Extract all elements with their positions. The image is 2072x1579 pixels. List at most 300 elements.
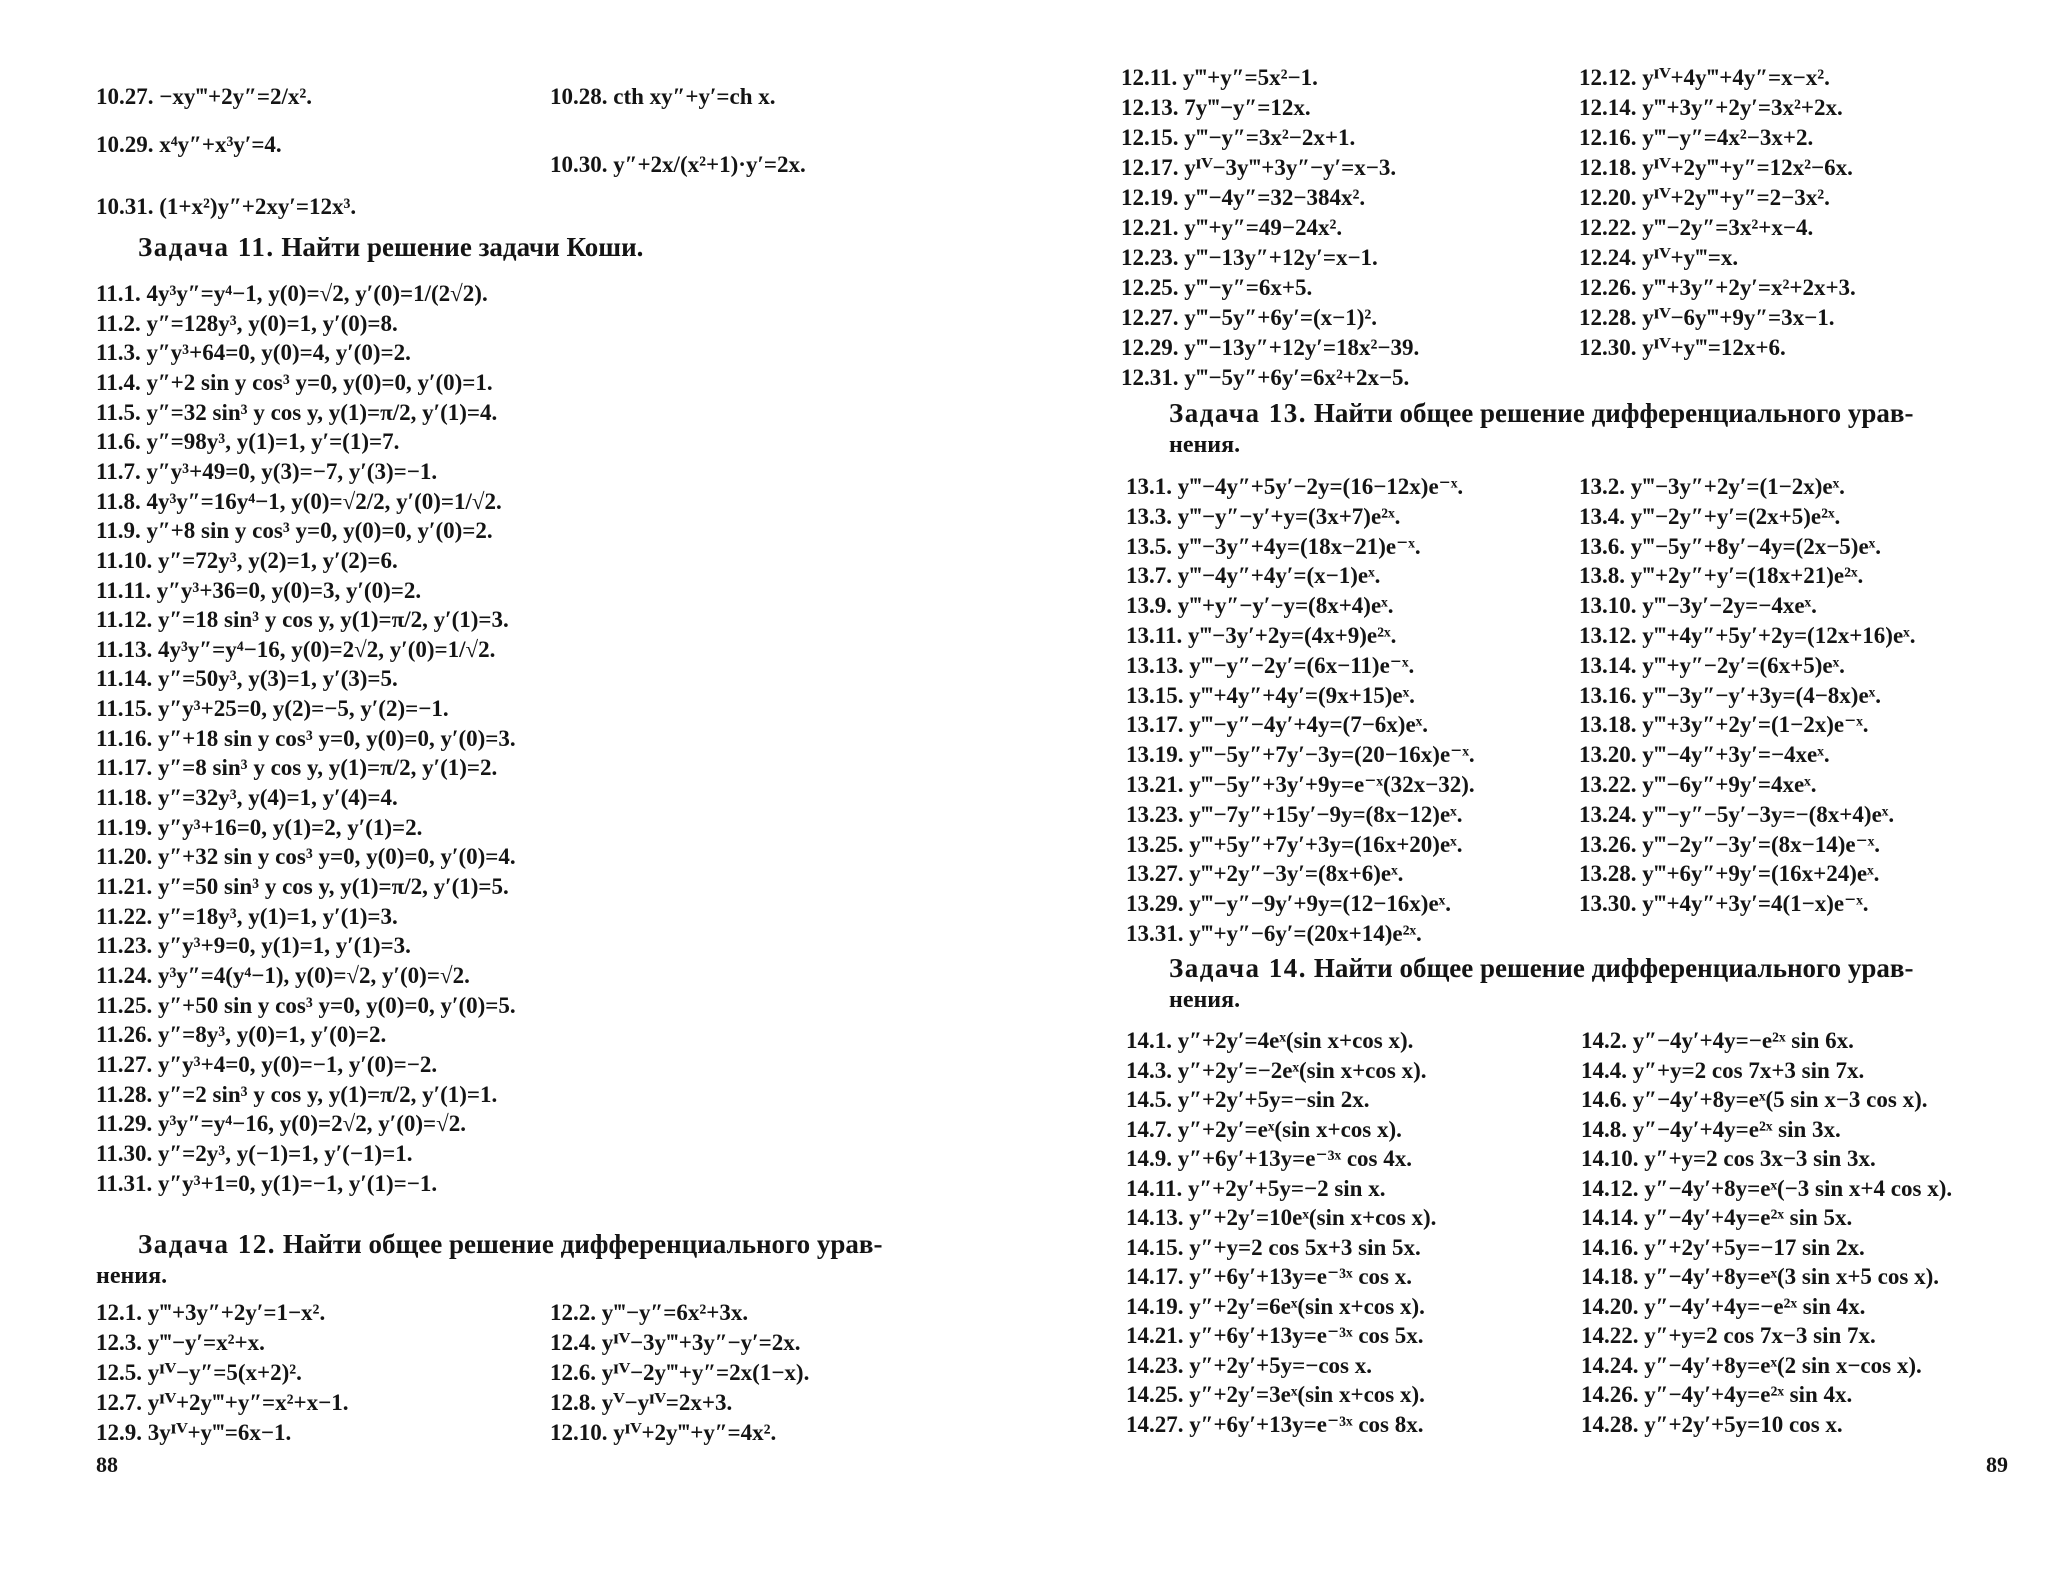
problem-equation: y″y³+36=0, y(0)=3, y′(0)=2. xyxy=(156,577,422,603)
task12-text-line1: Найти общее решение дифференциального урав- xyxy=(282,1229,883,1259)
problem-equation: 4y³y″=y⁴−16, y(0)=2√2, y′(0)=1/√2. xyxy=(157,636,496,662)
problem-13 xyxy=(1579,740,1830,769)
problem-equation: y‴−3y′−2y=−4xeˣ. xyxy=(1642,593,1817,619)
problem-13 xyxy=(1126,889,1451,918)
problem-13 xyxy=(1126,830,1463,859)
problem-number: 13.15. xyxy=(1126,682,1184,708)
problem-number: 12.8. xyxy=(550,1390,596,1415)
problem-10 xyxy=(96,130,282,159)
problem-number: 12.4. xyxy=(550,1330,596,1355)
problem-12 xyxy=(1579,273,1856,302)
problem-13 xyxy=(1579,502,1840,531)
problem-13 xyxy=(1126,561,1380,590)
problem-number: 12.24. xyxy=(1579,245,1637,270)
problem-equation: yⱽ−yᴵⱽ=2x+3. xyxy=(601,1390,733,1415)
problem-equation: y″+2y′+5y=−cos x. xyxy=(1189,1352,1373,1378)
problem-equation: y‴+4y″+4y′=(9x+15)eˣ. xyxy=(1189,682,1415,708)
problem-equation: y″+2y′+5y=−2 sin x. xyxy=(1187,1175,1386,1201)
problem-number: 14.21. xyxy=(1126,1323,1184,1348)
problem-10 xyxy=(96,192,356,221)
problem-number: 11.24. xyxy=(96,962,153,988)
problem-12 xyxy=(1121,183,1365,212)
problem-number: 13.9. xyxy=(1126,593,1172,619)
problem-equation: −xy‴+2y″=2/x². xyxy=(159,84,313,109)
problem-13 xyxy=(1126,919,1422,948)
problem-number: 14.24. xyxy=(1581,1352,1639,1378)
problem-13 xyxy=(1579,889,1869,918)
problem-equation: y‴−3y′+2y=(4x+9)e²ˣ. xyxy=(1187,623,1397,648)
problem-14 xyxy=(1581,1262,1939,1291)
problem-11 xyxy=(96,1169,437,1198)
problem-equation: y″+6y′+13y=e⁻³ˣ cos x. xyxy=(1189,1264,1412,1289)
problem-equation: y″y³+25=0, y(2)=−5, y′(2)=−1. xyxy=(157,696,449,722)
problem-13 xyxy=(1579,681,1881,710)
problem-number: 14.9. xyxy=(1126,1146,1172,1171)
problem-11 xyxy=(96,635,495,664)
problem-12 xyxy=(1121,303,1377,332)
problem-number: 11.12. xyxy=(96,607,153,633)
problem-number: 14.3. xyxy=(1126,1057,1172,1083)
problem-number: 10.31. xyxy=(96,194,154,219)
problem-11 xyxy=(96,1050,437,1079)
problem-equation: y″=72y³, y(2)=1, y′(2)=6. xyxy=(157,547,398,573)
problem-number: 12.1. xyxy=(96,1300,142,1325)
problem-number: 11.26. xyxy=(96,1022,153,1048)
problem-11 xyxy=(96,546,398,575)
problem-number: 12.7. xyxy=(96,1390,142,1415)
task12-text-line2: нения. xyxy=(96,1263,168,1289)
problem-equation: y‴+y″=5x²−1. xyxy=(1182,65,1318,90)
problem-11 xyxy=(96,1109,466,1138)
problem-13 xyxy=(1126,502,1400,531)
problem-number: 13.5. xyxy=(1126,533,1172,559)
problem-number: 13.29. xyxy=(1126,891,1184,917)
problem-equation: y″−4y′+8y=eˣ(−3 sin x+4 cos x). xyxy=(1644,1175,1953,1201)
problem-equation: y″+2y′=4eˣ(sin x+cos x). xyxy=(1177,1028,1414,1053)
problem-equation: y‴−13y″+12y′=x−1. xyxy=(1184,245,1378,270)
problem-14 xyxy=(1581,1351,1922,1380)
task14-text-line2: нения. xyxy=(1169,987,1241,1013)
problem-number: 11.11. xyxy=(96,577,151,603)
problem-11 xyxy=(96,427,399,456)
problem-equation: y″y³+1=0, y(1)=−1, y′(1)=−1. xyxy=(157,1170,438,1196)
problem-equation: y‴−2y″+y′=(2x+5)e²ˣ. xyxy=(1630,503,1841,529)
problem-equation: 7y‴−y″=12x. xyxy=(1184,95,1311,120)
problem-equation: y″−4y′+8y=eˣ(5 sin x−3 cos x). xyxy=(1632,1087,1928,1112)
problem-equation: y‴−5y″+8y′−4y=(2x−5)eˣ. xyxy=(1630,533,1882,559)
problem-equation: y‴−6y″+9y′=4xeˣ. xyxy=(1642,772,1817,797)
problem-number: 11.1. xyxy=(96,281,141,306)
problem-12 xyxy=(1121,123,1355,152)
problem-13 xyxy=(1126,770,1475,799)
problem-equation: y‴−3y″+2y′=(1−2x)eˣ. xyxy=(1630,474,1845,499)
problem-number: 12.25. xyxy=(1121,275,1179,300)
problem-number: 13.25. xyxy=(1126,831,1184,857)
right-page xyxy=(1036,0,2072,1579)
problem-14 xyxy=(1126,1203,1436,1232)
problem-number: 12.27. xyxy=(1121,305,1179,330)
problem-13 xyxy=(1126,710,1428,739)
problem-number: 11.28. xyxy=(96,1081,153,1107)
problem-equation: y‴+5y″+7y′+3y=(16x+20)eˣ. xyxy=(1189,831,1463,857)
problem-equation: y″+32 sin y cos³ y=0, y(0)=0, y′(0)=4. xyxy=(157,844,516,870)
problem-equation: y‴+y″−6y′=(20x+14)e²ˣ. xyxy=(1189,921,1422,946)
problem-number: 12.21. xyxy=(1121,215,1179,240)
problem-12 xyxy=(550,1418,776,1447)
problem-11 xyxy=(96,576,421,605)
problem-12 xyxy=(550,1298,748,1327)
problem-14 xyxy=(1581,1233,1865,1262)
problem-equation: y″+50 sin y cos³ y=0, y(0)=0, y′(0)=5. xyxy=(157,992,516,1018)
problem-13 xyxy=(1126,681,1415,710)
problem-number: 12.11. xyxy=(1121,65,1178,90)
problem-11 xyxy=(96,991,516,1020)
problem-number: 14.13. xyxy=(1126,1205,1184,1230)
problem-10 xyxy=(96,82,312,111)
problem-equation: y‴+y″−2y′=(6x+5)eˣ. xyxy=(1642,652,1845,678)
problem-number: 11.29. xyxy=(96,1111,153,1137)
problem-number: 12.2. xyxy=(550,1300,596,1325)
problem-number: 11.13. xyxy=(96,636,153,662)
problem-12 xyxy=(96,1358,302,1387)
problem-12 xyxy=(96,1388,349,1417)
problem-equation: 3yᴵⱽ+y‴=6x−1. xyxy=(147,1420,292,1445)
problem-14 xyxy=(1581,1085,1928,1114)
problem-equation: y‴−5y″+3y′+9y=e⁻ˣ(32x−32). xyxy=(1189,772,1475,797)
problem-number: 11.30. xyxy=(96,1140,153,1166)
problem-equation: yᴵⱽ+y‴=12x+6. xyxy=(1642,335,1786,360)
problem-12 xyxy=(1579,213,1813,242)
problem-equation: y‴+3y″+2y′=1−x². xyxy=(147,1300,326,1325)
problem-14 xyxy=(1126,1144,1412,1173)
problem-equation: yᴵⱽ−6y‴+9y″=3x−1. xyxy=(1642,305,1835,330)
problem-number: 11.23. xyxy=(96,933,153,959)
problem-number: 12.15. xyxy=(1121,125,1179,150)
problem-11 xyxy=(96,931,411,960)
problem-number: 13.31. xyxy=(1126,921,1184,946)
problem-equation: y‴+6y″+9y′=(16x+24)eˣ. xyxy=(1642,861,1880,887)
problem-equation: y″+2y′+5y=−sin 2x. xyxy=(1177,1087,1370,1112)
problem-12 xyxy=(1121,243,1378,272)
problem-equation: y″−4y′+8y=eˣ(2 sin x−cos x). xyxy=(1644,1352,1922,1378)
problem-12 xyxy=(96,1298,325,1327)
problem-number: 11.10. xyxy=(96,547,153,573)
problem-12 xyxy=(1121,93,1311,122)
task12-heading xyxy=(138,1229,882,1259)
problem-14 xyxy=(1126,1292,1425,1321)
task14-label: Задача 14. xyxy=(1169,953,1308,983)
task11-text: Найти решение задачи Коши. xyxy=(281,232,644,262)
problem-equation: y″+y=2 cos 7x−3 sin 7x. xyxy=(1644,1323,1876,1348)
problem-number: 11.17. xyxy=(96,755,153,781)
problem-number: 14.20. xyxy=(1581,1293,1639,1319)
problem-number: 11.20. xyxy=(96,844,153,870)
problem-number: 14.8. xyxy=(1581,1116,1627,1142)
problem-number: 11.25. xyxy=(96,992,153,1018)
problem-number: 12.14. xyxy=(1579,95,1637,120)
problem-number: 14.28. xyxy=(1581,1411,1639,1437)
problem-number: 12.18. xyxy=(1579,155,1637,180)
problem-13 xyxy=(1126,651,1414,680)
problem-14 xyxy=(1581,1203,1852,1232)
problem-13 xyxy=(1126,800,1463,829)
problem-equation: y″+y=2 cos 5x+3 sin 5x. xyxy=(1189,1234,1421,1260)
problem-equation: x⁴y″+x³y′=4. xyxy=(159,132,282,157)
problem-equation: y″+2y′=6eˣ(sin x+cos x). xyxy=(1189,1293,1425,1319)
problem-number: 12.29. xyxy=(1121,335,1179,360)
problem-number: 13.4. xyxy=(1579,503,1625,529)
problem-14 xyxy=(1581,1144,1876,1173)
problem-11 xyxy=(96,605,509,634)
problem-12 xyxy=(1121,213,1342,242)
task14-text-line1: Найти общее решение дифференциального урав- xyxy=(1313,953,1914,983)
problem-number: 11.14. xyxy=(96,666,153,692)
problem-12 xyxy=(1579,63,1830,92)
problem-number: 13.2. xyxy=(1579,474,1625,499)
problem-14 xyxy=(1126,1321,1423,1350)
problem-14 xyxy=(1581,1174,1952,1203)
problem-number: 14.26. xyxy=(1581,1382,1639,1407)
problem-14 xyxy=(1126,1262,1412,1291)
problem-number: 14.18. xyxy=(1581,1264,1639,1289)
problem-number: 12.19. xyxy=(1121,185,1179,210)
problem-equation: y″=18y³, y(1)=1, y′(1)=3. xyxy=(157,903,398,929)
problem-equation: y″+2x/(x²+1)·y′=2x. xyxy=(613,152,806,177)
problem-equation: y″y³+64=0, y(0)=4, y′(0)=2. xyxy=(146,340,411,366)
problem-13 xyxy=(1579,651,1845,680)
problem-14 xyxy=(1581,1410,1843,1439)
problem-12 xyxy=(96,1328,265,1357)
problem-11 xyxy=(96,457,437,486)
problem-equation: y‴−7y″+15y′−9y=(8x−12)eˣ. xyxy=(1189,801,1463,827)
problem-equation: y‴−y″=6x²+3x. xyxy=(601,1300,749,1325)
problem-number: 13.13. xyxy=(1126,652,1184,678)
task13-label: Задача 13. xyxy=(1169,398,1308,428)
problem-equation: y″−4y′+4y=−e²ˣ sin 4x. xyxy=(1644,1293,1866,1319)
problem-number: 11.16. xyxy=(96,725,153,751)
problem-equation: y‴−y″=3x²−2x+1. xyxy=(1184,125,1356,150)
problem-13 xyxy=(1579,770,1816,799)
problem-equation: y″=8 sin³ y cos y, y(1)=π/2, y′(1)=2. xyxy=(157,755,498,781)
problem-number: 13.21. xyxy=(1126,772,1184,797)
problem-14 xyxy=(1126,1056,1427,1085)
problem-13 xyxy=(1579,710,1869,739)
problem-equation: y‴−y″−2y′=(6x−11)e⁻ˣ. xyxy=(1189,652,1415,678)
problem-equation: y″y³+49=0, y(3)=−7, y′(3)=−1. xyxy=(146,458,438,484)
problem-number: 13.6. xyxy=(1579,533,1625,559)
problem-11 xyxy=(96,487,502,516)
problem-equation: y″+2y′+5y=−17 sin 2x. xyxy=(1644,1234,1865,1260)
problem-number: 13.8. xyxy=(1579,563,1625,589)
problem-11 xyxy=(96,516,493,545)
problem-equation: y‴−13y″+12y′=18x²−39. xyxy=(1184,335,1420,360)
problem-11 xyxy=(96,1020,386,1049)
problem-equation: y″−4y′+4y=e²ˣ sin 5x. xyxy=(1644,1205,1853,1230)
problem-number: 13.20. xyxy=(1579,742,1637,768)
problem-number: 12.6. xyxy=(550,1360,596,1385)
problem-11 xyxy=(96,753,497,782)
problem-equation: y‴−y″−5y′−3y=−(8x+4)eˣ. xyxy=(1642,801,1895,827)
problem-number: 12.31. xyxy=(1121,365,1179,390)
problem-13 xyxy=(1579,472,1845,501)
problem-equation: y″−4y′+4y=e²ˣ sin 3x. xyxy=(1632,1116,1841,1142)
task14-heading xyxy=(1169,953,1913,983)
problem-number: 14.6. xyxy=(1581,1087,1627,1112)
problem-12 xyxy=(550,1328,800,1357)
problem-equation: yᴵⱽ+2y‴+y″=12x²−6x. xyxy=(1642,155,1853,180)
problem-14 xyxy=(1126,1174,1385,1203)
problem-14 xyxy=(1581,1056,1864,1085)
problem-number: 13.11. xyxy=(1126,623,1183,648)
problem-equation: y″+y=2 cos 3x−3 sin 3x. xyxy=(1644,1146,1876,1171)
problem-equation: y‴+y″−y′−y=(8x+4)eˣ. xyxy=(1177,593,1394,619)
problem-equation: y″=50 sin³ y cos y, y(1)=π/2, y′(1)=5. xyxy=(157,874,509,899)
problem-number: 14.22. xyxy=(1581,1323,1639,1348)
problem-equation: y″=98y³, y(1)=1, y′=(1)=7. xyxy=(146,429,400,455)
problem-number: 14.23. xyxy=(1126,1352,1184,1378)
problem-number: 13.1. xyxy=(1126,474,1172,499)
problem-equation: y‴−y″−9y′+9y=(12−16x)eˣ. xyxy=(1189,891,1452,917)
problem-equation: y‴+2y″−3y′=(8x+6)eˣ. xyxy=(1189,861,1404,887)
problem-13 xyxy=(1126,591,1394,620)
problem-number: 13.22. xyxy=(1579,772,1637,797)
problem-11 xyxy=(96,279,488,308)
problem-number: 14.17. xyxy=(1126,1264,1184,1289)
problem-equation: y″=128y³, y(0)=1, y′(0)=8. xyxy=(146,310,398,336)
problem-number: 13.3. xyxy=(1126,503,1172,529)
problem-number: 12.12. xyxy=(1579,65,1637,90)
problem-equation: y″−4y′+4y=−e²ˣ sin 6x. xyxy=(1632,1028,1854,1053)
problem-equation: y‴+2y″+y′=(18x+21)e²ˣ. xyxy=(1630,563,1864,589)
problem-12 xyxy=(96,1418,291,1447)
problem-equation: y″−4y′+8y=eˣ(3 sin x+5 cos x). xyxy=(1644,1264,1939,1289)
problem-13 xyxy=(1126,859,1403,888)
problem-number: 13.18. xyxy=(1579,712,1637,738)
problem-13 xyxy=(1579,621,1916,650)
problem-12 xyxy=(1121,333,1419,362)
problem-number: 13.10. xyxy=(1579,593,1637,619)
problem-14 xyxy=(1581,1380,1852,1409)
problem-number: 11.27. xyxy=(96,1051,153,1077)
problem-number: 13.26. xyxy=(1579,831,1637,857)
problem-number: 14.15. xyxy=(1126,1234,1184,1260)
problem-number: 12.20. xyxy=(1579,185,1637,210)
problem-number: 13.12. xyxy=(1579,623,1637,648)
problem-number: 10.28. xyxy=(550,84,608,109)
problem-equation: y″+2y′+5y=10 cos x. xyxy=(1644,1411,1843,1437)
problem-equation: y‴−2y″=3x²+x−4. xyxy=(1642,215,1814,240)
problem-equation: y‴−4y″+4y′=(x−1)eˣ. xyxy=(1177,563,1381,589)
problem-equation: 4y³y″=16y⁴−1, y(0)=√2/2, y′(0)=1/√2. xyxy=(146,488,502,514)
problem-equation: y″+6y′+13y=e⁻³ˣ cos 4x. xyxy=(1177,1146,1412,1171)
problem-14 xyxy=(1126,1115,1402,1144)
problem-number: 14.5. xyxy=(1126,1087,1172,1112)
page-number-left: 88 xyxy=(96,1452,118,1477)
problem-equation: y″+6y′+13y=e⁻³ˣ cos 5x. xyxy=(1189,1323,1424,1348)
problem-13 xyxy=(1579,830,1880,859)
problem-number: 14.27. xyxy=(1126,1411,1184,1437)
problem-equation: y‴−4y″=32−384x². xyxy=(1184,185,1366,210)
problem-number: 14.14. xyxy=(1581,1205,1639,1230)
problem-equation: y″+2y′=10eˣ(sin x+cos x). xyxy=(1189,1205,1437,1230)
problem-10 xyxy=(550,150,806,179)
problem-11 xyxy=(96,664,398,693)
task13-text-line2: нения. xyxy=(1169,432,1241,458)
problem-number: 13.28. xyxy=(1579,861,1637,887)
problem-equation: y″+6y′+13y=e⁻³ˣ cos 8x. xyxy=(1189,1411,1424,1437)
problem-equation: yᴵⱽ−3y‴+3y″−y′=2x. xyxy=(601,1330,801,1355)
problem-equation: cth xy″+y′=ch x. xyxy=(613,84,776,109)
problem-equation: y″y³+16=0, y(1)=2, y′(1)=2. xyxy=(157,814,423,840)
problem-number: 11.9. xyxy=(96,518,141,544)
problem-number: 13.16. xyxy=(1579,682,1637,708)
problem-equation: (1+x²)y″+2xy′=12x³. xyxy=(159,194,357,219)
problem-equation: y″+18 sin y cos³ y=0, y(0)=0, y′(0)=3. xyxy=(157,725,516,751)
task13-heading xyxy=(1169,398,1913,428)
problem-number: 12.30. xyxy=(1579,335,1637,360)
problem-equation: y‴−y″−4y′+4y=(7−6x)eˣ. xyxy=(1189,712,1429,738)
problem-equation: y‴−4y″+5y′−2y=(16−12x)e⁻ˣ. xyxy=(1177,474,1464,499)
problem-number: 14.25. xyxy=(1126,1382,1184,1407)
problem-number: 14.7. xyxy=(1126,1116,1172,1142)
problem-number: 12.10. xyxy=(550,1420,608,1445)
problem-11 xyxy=(96,783,398,812)
task11-label: Задача 11. xyxy=(138,232,275,262)
problem-equation: y″=50y³, y(3)=1, y′(3)=5. xyxy=(157,666,398,692)
problem-11 xyxy=(96,902,398,931)
problem-equation: y″+2y′=−2eˣ(sin x+cos x). xyxy=(1177,1057,1427,1083)
problem-11 xyxy=(96,694,449,723)
problem-number: 13.14. xyxy=(1579,652,1637,678)
problem-11 xyxy=(96,338,411,367)
problem-12 xyxy=(1121,273,1312,302)
problem-number: 14.4. xyxy=(1581,1057,1627,1083)
problem-12 xyxy=(1579,93,1843,122)
problem-13 xyxy=(1579,800,1894,829)
problem-number: 11.7. xyxy=(96,458,141,484)
problem-11 xyxy=(96,724,516,753)
problem-equation: y‴+y″=49−24x². xyxy=(1184,215,1343,240)
problem-12 xyxy=(550,1388,732,1417)
problem-number: 12.17. xyxy=(1121,155,1179,180)
problem-number: 12.5. xyxy=(96,1360,142,1385)
problem-number: 14.19. xyxy=(1126,1293,1184,1319)
problem-equation: y″y³+9=0, y(1)=1, y′(1)=3. xyxy=(157,933,411,959)
problem-11 xyxy=(96,813,422,842)
problem-number: 11.4. xyxy=(96,369,141,395)
problem-11 xyxy=(96,872,509,901)
problem-equation: 4y³y″=y⁴−1, y(0)=√2, y′(0)=1/(2√2). xyxy=(146,281,488,306)
problem-number: 10.27. xyxy=(96,84,154,109)
problem-equation: yᴵⱽ+y‴=x. xyxy=(1642,245,1739,270)
problem-number: 11.22. xyxy=(96,903,153,929)
problem-number: 11.5. xyxy=(96,399,141,425)
problem-12 xyxy=(1579,243,1738,272)
problem-equation: y″=32 sin³ y cos y, y(1)=π/2, y′(1)=4. xyxy=(146,399,498,425)
problem-equation: y″+2 sin y cos³ y=0, y(0)=0, y′(0)=1. xyxy=(146,369,493,395)
problem-11 xyxy=(96,842,516,871)
problem-number: 12.3. xyxy=(96,1330,142,1355)
problem-number: 11.19. xyxy=(96,814,153,840)
problem-13 xyxy=(1126,472,1463,501)
problem-number: 14.11. xyxy=(1126,1175,1183,1201)
problem-14 xyxy=(1126,1026,1413,1055)
problem-number: 12.26. xyxy=(1579,275,1637,300)
problem-equation: yᴵⱽ+2y‴+y″=2−3x². xyxy=(1642,185,1830,210)
problem-equation: yᴵⱽ+4y‴+4y″=x−x². xyxy=(1642,65,1830,90)
problem-number: 12.22. xyxy=(1579,215,1637,240)
problem-equation: y‴+4y″+5y′+2y=(12x+16)eˣ. xyxy=(1642,623,1916,648)
